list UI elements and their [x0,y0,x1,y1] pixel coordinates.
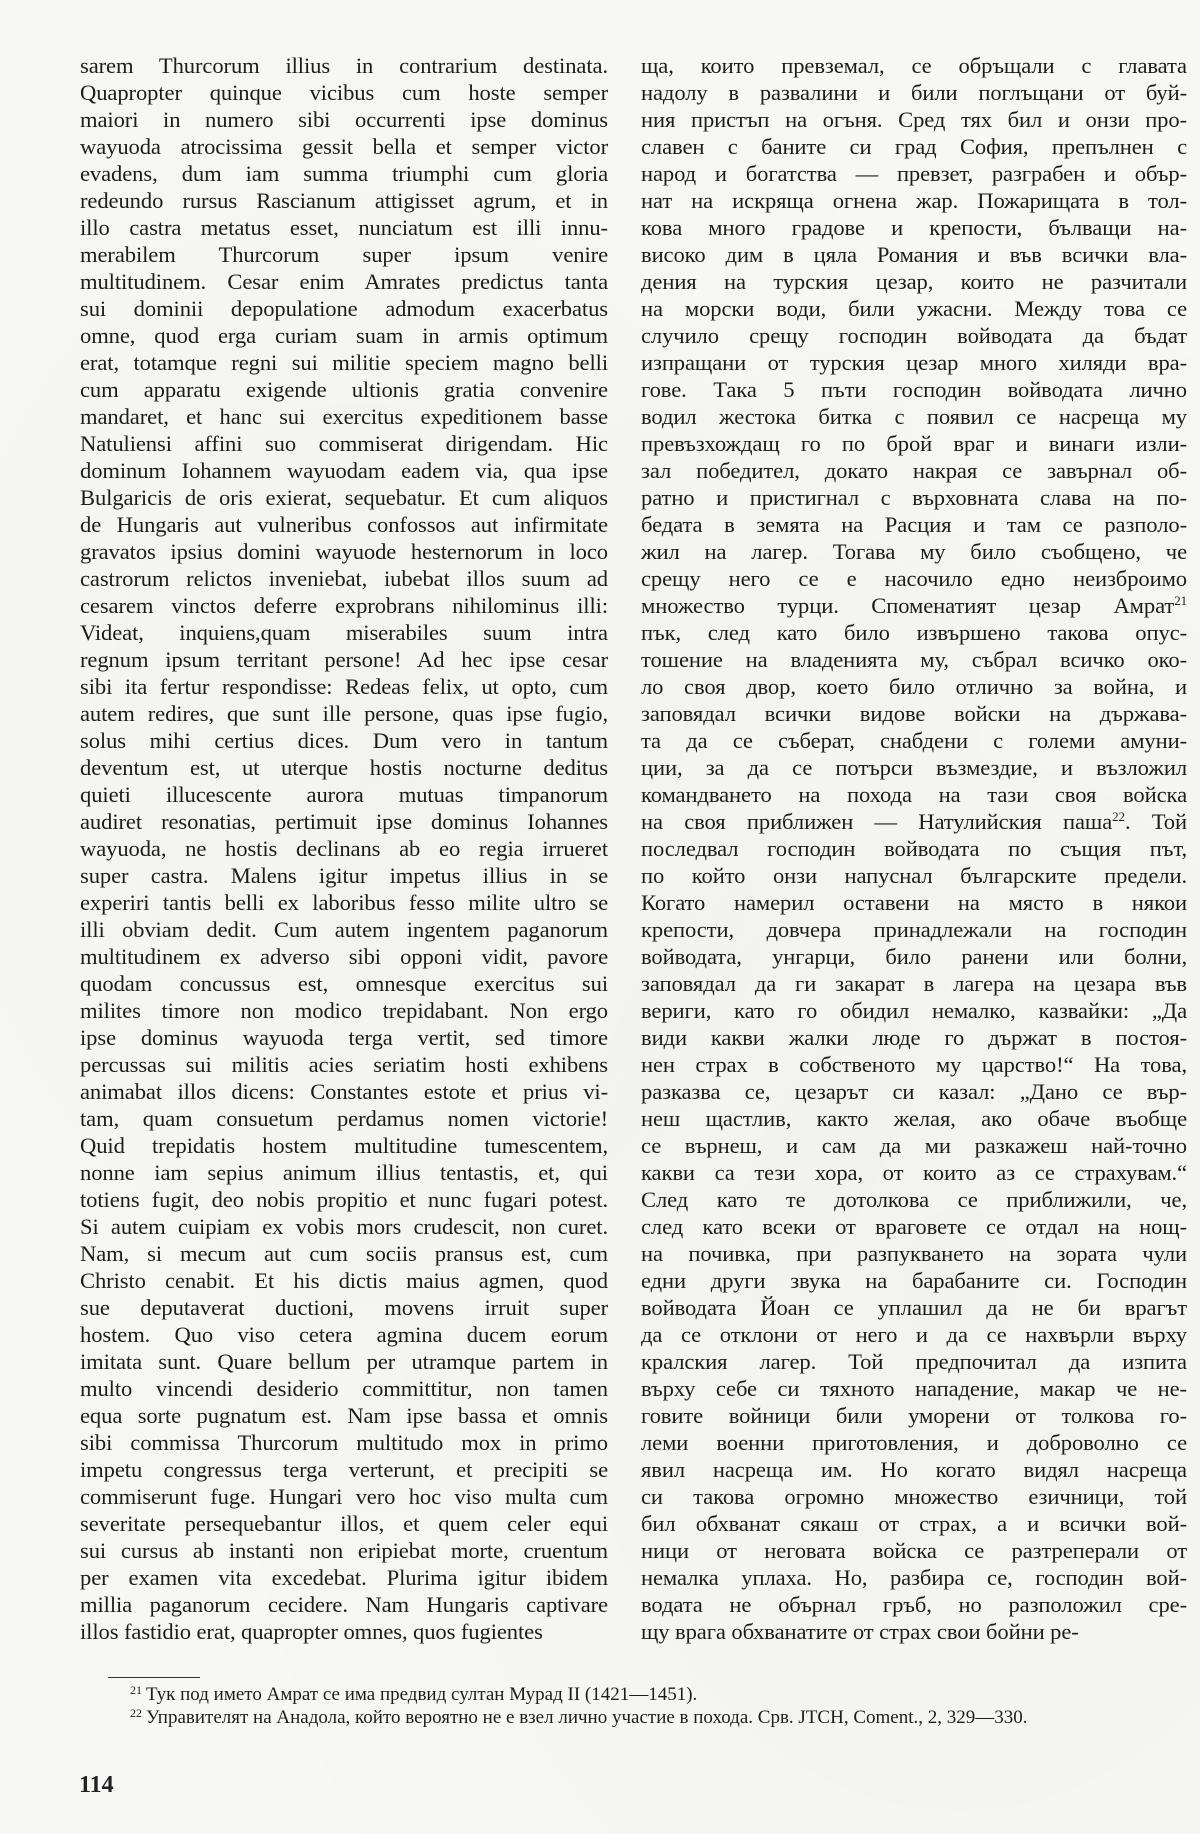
text-line: да се отклони от него и да се нахвърли върху [641,1322,1187,1347]
text-line: regnum ipsum territant persone! Ad hec ipse cesar [80,647,608,672]
text-line: разказва се, цезарът си казал: „Дано се вър- [641,1079,1187,1104]
text-line: millia paganorum cecidere. Nam Hungaris captivare [80,1592,608,1617]
text-line: sue deputaverat ductioni, movens irruit super [80,1295,608,1320]
text-line: след като всеки от враговете се отдал на нощ- [641,1214,1187,1239]
text-line: какви са тези хора, от които аз се страхувам.“ [641,1160,1187,1185]
text-line: multo vincendi desiderio committitur, non tamen [80,1376,608,1401]
text-line: severitate persequebantur illos, et quem celer equi [80,1511,608,1536]
text-line: крепости, довчера принадлежали на господин [641,917,1187,942]
text-line: illo castra metatus esset, nunciatum est illi innu- [80,215,608,240]
text-line: multitudinem. Cesar enim Amrates predictus tanta [80,269,608,294]
text-line: redeundo rursus Rascianum attigisset agrum, et in [80,188,608,213]
footnote-22 [130,1706,1190,1729]
text-line: срещу него се е насочило едно неизброимо [641,566,1187,591]
text-line: merabilem Thurcorum super ipsum venire [80,242,608,267]
text-line: cesarem vinctos deferre exprobrans nihilominus illi: [80,593,608,618]
text-line: nonne iam sepius animum illius tentastis, et, qui [80,1160,608,1185]
text-line: си такова огромно множество езичници, той [641,1484,1187,1509]
text-line: кова много градове и крепости, бълващи на- [641,215,1187,240]
text-line: de Hungaris aut vulneribus confossos aut infirmitate [80,512,608,537]
text-line: След като те дотолкова се приближили, че, [641,1187,1187,1212]
text-line: sibi commissa Thurcorum multitudo mox in primo [80,1430,608,1455]
footnotes-section [130,1683,1190,1729]
text-line: немалка уплаха. Но, разбира се, господин вой- [641,1565,1187,1590]
text-line: mandaret, et hanc sui exercitus expeditionem basse [80,404,608,429]
text-segment: множество турци. Споменатият цезар Амрат [641,593,1175,618]
text-line: превъзхождащ го по брой враг и винаги изли- [641,431,1187,456]
footnote-reference[interactable]: 21 [1174,593,1187,608]
text-line: Когато намерил оставени на място в някои [641,890,1187,915]
text-line: пък, след като било извършено такова опус- [641,620,1187,645]
text-line: omne, quod erga curiam suam in armis optimum [80,323,608,348]
footnote-separator-rule [108,1677,200,1678]
text-line: едни други звука на барабаните си. Господин [641,1268,1187,1293]
text-line: Si autem cuipiam ex vobis mors crudescit, non curet. [80,1214,608,1239]
page-number: 114 [79,1772,114,1798]
text-line: тошение на владенията му, събрал всичко око- [641,647,1187,672]
text-line: experiri tantis belli ex laboribus fesso milite ultro se [80,890,608,915]
footnote-number: 21 [130,1683,142,1697]
text-line: та да се съберат, снабдени с големи амуни- [641,728,1187,753]
text-line: sibi ita fertur respondisse: Redeas felix, ut opto, cum [80,674,608,699]
text-line: ници от неговата войска се разтреперали от [641,1538,1187,1563]
footnote-21 [130,1683,1190,1706]
text-line: impetu congressus terga verterunt, et precipiti se [80,1457,608,1482]
text-line: ратно и пристигнал с върховната слава на по- [641,485,1187,510]
text-line: animabat illos dicens: Constantes estote et prius vi- [80,1079,608,1104]
text-line: Videat, inquiens,quam miserabiles suum intra [80,620,608,645]
text-line: equa sorte pugnatum est. Nam ipse bassa et omnis [80,1403,608,1428]
text-line: ща, които превземал, се обръщали с главата [641,53,1187,78]
text-line: командването на похода на тази своя войска [641,782,1187,807]
text-line: Nam, si mecum aut cum sociis pransus est, cum [80,1241,608,1266]
text-line: commiserunt fuge. Hungari vero hoc viso multa cum [80,1484,608,1509]
text-line: вериги, като го обидил немалко, казвайки: „Да [641,998,1187,1023]
text-line: totiens fugit, deo nobis propitio et nunc fugari potest. [80,1187,608,1212]
text-line: per examen vita excedebat. Plurima igitur ibidem [80,1565,608,1590]
text-line: се върнеш, и сам да ми разкажеш най-точно [641,1133,1187,1158]
text-line: дения на турския цезар, които не разчитали [641,269,1187,294]
text-line: deventum est, ut uterque hostis nocturne deditus [80,755,608,780]
text-line: изпращани от турския цезар много хиляди вра- [641,350,1187,375]
text-line: щу врага обхванатите от страх свои бойни ре- [641,1619,1079,1644]
footnote-number: 22 [130,1706,142,1720]
text-line: случило срещу господин войводата да бъдат [641,323,1187,348]
text-line: заповядал да ги закарат в лагера на цезара във [641,971,1187,996]
text-segment: на своя приближен — Натулийския паша [641,809,1113,834]
text-line: evadens, dum iam summa triumphi cum gloria [80,161,608,186]
text-line: percussas sui militis acies seriatim hosti exhibens [80,1052,608,1077]
text-line: multitudinem ex adverso sibi opponi vidit, pavore [80,944,608,969]
text-line: sarem Thurcorum illius in contrarium destinata. [80,53,608,78]
text-line: заповядал всички видове войски на държава- [641,701,1187,726]
text-line: imitata sunt. Quare bellum per utramque partem in [80,1349,608,1374]
text-line: illi obviam dedit. Cum autem ingentem paganorum [80,917,608,942]
text-line: ции, за да се потърси възмездие, и възложил [641,755,1187,780]
text-line: неш щастлив, както желая, ако обаче въобще [641,1106,1187,1131]
text-line: autem redires, que sunt ille persone, quas ipse fugio, [80,701,608,726]
text-line: славен с баните си град София, препълнен с [641,134,1187,159]
text-line: гове. Така 5 пъти господин войводата лично [641,377,1187,402]
footnote-text: Тук под името Амрат се има предвид султан Мурад II (1421—1451). [146,1684,698,1705]
text-line: бил обхванат сякаш от страх, а и всички вой- [641,1511,1187,1536]
text-line: Bulgaricis de oris exierat, sequebatur. Et cum aliquos [80,485,608,510]
text-line: wayuoda atrocissima gessit bella et semper victor [80,134,608,159]
footnote-text: Управителят на Анадола, който вероятно не е взел лично участие в похода. Срв. JTCH, Coment., 2, 329—330. [146,1707,1028,1728]
text-line: Natuliensi affini suo commiserat dirigendam. Hic [80,431,608,456]
text-line: wayuoda, ne hostis declinans ab eo regia irrueret [80,836,608,861]
text-line: водата не обърнал гръб, но разположил сре- [641,1592,1187,1617]
text-line: tam, quam consuetum perdamus nomen victorie! [80,1106,608,1131]
text-line: последвал господин войводата по същия път, [641,836,1187,861]
text-line: на почивка, при разпукването на зората чули [641,1241,1187,1266]
text-line: erat, totamque regni sui militie speciem magno belli [80,350,608,375]
text-line: нен страх в собственото му царство!“ На това, [641,1052,1187,1077]
text-line: леми военни приготовления, и доброволно се [641,1430,1187,1455]
text-line: sui cursus ab instanti non eripiebat morte, cruentum [80,1538,608,1563]
latin-text-column [80,52,608,1645]
text-line: illos fastidio erat, quapropter omnes, quos fugientes [80,1619,543,1644]
text-line: audiret resonatias, pertimuit ipse dominus Iohannes [80,809,608,834]
text-line: върху себе си тяхното нападение, макар че не- [641,1376,1187,1401]
footnote-reference[interactable]: 22 [1112,809,1125,824]
text-line: бедата в земята на Расция и там се разполо- [641,512,1187,537]
text-line: говите войници били уморени от толкова го- [641,1403,1187,1428]
text-line: quodam concussus est, omnesque exercitus sui [80,971,608,996]
text-line: по който онзи напуснал българските предели. [641,863,1187,888]
text-line: водил жестока битка с появил се насреща му [641,404,1187,429]
text-line: maiori in numero sibi occurrenti ipse dominus [80,107,608,132]
text-line: dominum Iohannem wayuodam eadem via, qua ipse [80,458,608,483]
text-line: войводата, унгарци, било ранени или болни, [641,944,1187,969]
text-line: види какви жалки люде го държат в постоя- [641,1025,1187,1050]
text-line: gravatos ipsius domini wayuode hesternorum in loco [80,539,608,564]
text-line: Christo cenabit. Et his dictis maius agmen, quod [80,1268,608,1293]
text-line: quieti illucescente aurora mutuas timpanorum [80,782,608,807]
text-line: milites timore non modico trepidabant. Non ergo [80,998,608,1023]
bulgarian-translation-column [641,52,1187,1645]
text-line: нат на искряща огнена жар. Пожарищата в тол- [641,188,1187,213]
text-line: Quid trepidatis hostem multitudine tumescentem, [80,1133,608,1158]
text-line: надолу в развалини и били поглъщани от буй- [641,80,1187,105]
text-line: ipse dominus wayuoda terga vertit, sed timore [80,1025,608,1050]
text-line: cum apparatu exigende ultionis gratia convenire [80,377,608,402]
text-line [641,592,1187,619]
text-line: super castra. Malens igitur impetus illius in se [80,863,608,888]
text-line: високо дим в цяла Романия и във всички вла- [641,242,1187,267]
text-line: ло своя двор, което било отлично за война, и [641,674,1187,699]
text-line: на морски води, били ужасни. Между това се [641,296,1187,321]
text-line: solus mihi certius dices. Dum vero in tantum [80,728,608,753]
text-line: sui dominii depopulatione admodum exacerbatus [80,296,608,321]
text-line: войводата Йоан се уплашил да не би врагът [641,1295,1187,1320]
text-line: Quapropter quinque vicibus cum hoste semper [80,80,608,105]
text-line: явил насреща им. Но когато видял насреща [641,1457,1187,1482]
text-line: зал победител, докато накрая се завърнал об- [641,458,1187,483]
text-line: castrorum relictos inveniebat, iubebat illos suum ad [80,566,608,591]
text-segment: . Той [1124,809,1187,834]
text-line: ния пристъп на огъня. Сред тях бил и онзи про- [641,107,1187,132]
text-line [641,808,1187,835]
text-line: жил на лагер. Тогава му било съобщено, че [641,539,1187,564]
text-line: кралския лагер. Той предпочитал да изпита [641,1349,1187,1374]
text-line: народ и богатства — превзет, разграбен и обър- [641,161,1187,186]
text-line: hostem. Quo viso cetera agmina ducem eorum [80,1322,608,1347]
